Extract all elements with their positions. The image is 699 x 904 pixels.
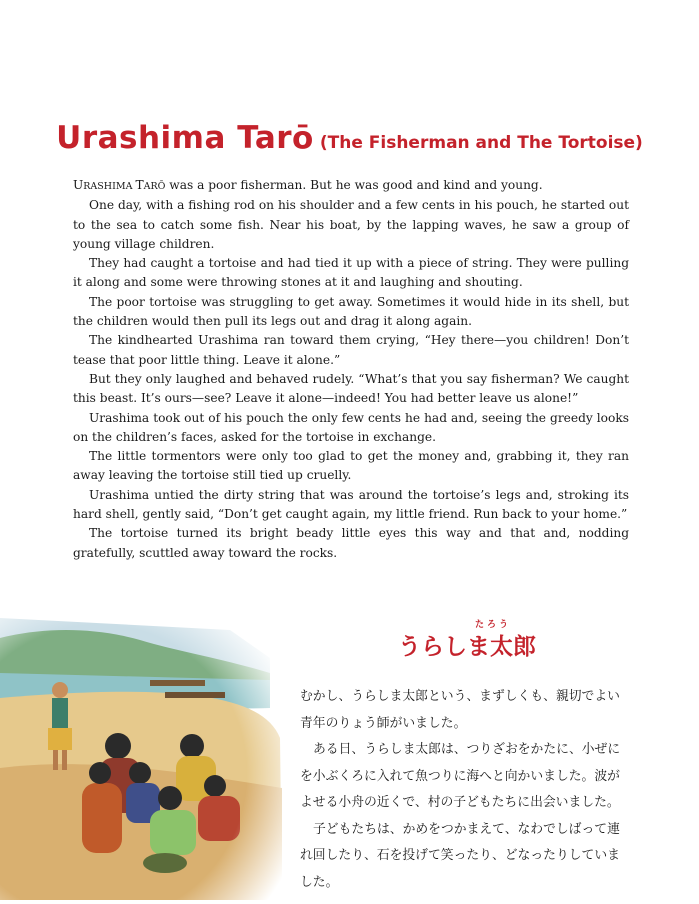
english-story (73, 176, 629, 563)
smallcaps-text: RASHIMA (83, 181, 136, 192)
english-paragraph: Urashima untied the dirty string that was around the tortoise’s legs and, stroking its hard shell, gently said, “Don’t get caught again, my little friend. Run back to your home.” (73, 487, 629, 522)
title-subtitle: (The Fisherman and The Tortoise) (319, 133, 643, 153)
english-paragraph: One day, with a fishing rod on his shoulder and a few cents in his pouch, he started out to the sea to catch some fish. Near his boat, by the lapping waves, he saw a group of young village children. (73, 198, 629, 251)
title-main: Urashima Tarō (56, 120, 314, 156)
japanese-paragraph: ある日、うらしま太郎は、つりざおをかたに、小ぜにを小ぶくろに入れて魚つりに海へと向かいました。波がよせる小舟の近くで、村の子どもたちに出会いました。 (300, 742, 621, 810)
paragraph-text: was a poor fisherman. But he was good and kind and young. (165, 178, 543, 192)
title-furigana: たろう (475, 620, 512, 630)
story-illustration (0, 618, 282, 900)
english-paragraph: They had caught a tortoise and had tied it up with a piece of string. They were pulling it along and some were throwing stones at it and laughing and shouting. (73, 256, 629, 290)
japanese-paragraph: 子どもたちは、かめをつかまえて、なわでしばって連れ回したり、石を投げて笑ったり、どなったりしていました。 (300, 821, 620, 890)
english-paragraph: The tortoise turned its bright beady little eyes this way and that and, nodding gratefully, scuttled away toward the rocks. (73, 526, 629, 560)
smallcaps-initial: U (73, 178, 84, 192)
english-paragraph: The little tormentors were only too glad to get the money and, grabbing it, they ran away leaving the tortoise still tied up cruelly. (73, 449, 629, 483)
english-paragraph: But they only laughed and behaved rudely. “What’s that you say fisherman? We caught this beast. It’s ours—see? Leave it alone—indeed! You had better leave us alone!” (73, 371, 629, 406)
english-paragraph: The kindhearted Urashima ran toward them crying, “Hey there—you children! Don’t tease that poor little thing. Leave it alone.” (73, 333, 629, 367)
japanese-title-text: うらしま太郎 (398, 634, 536, 660)
english-paragraph: Urashima took out of his pouch the only few cents he had and, seeing the greedy looks on the children’s faces, asked for the tortoise in exchange. (73, 410, 629, 444)
english-paragraph: The poor tortoise was struggling to get away. Sometimes it would hide in its shell, but the children would then pull its legs out and drag it along again. (73, 294, 629, 329)
japanese-title (398, 620, 538, 661)
japanese-paragraph: むかし、うらしま太郎という、まずしくも、親切でよい青年のりょう師がいました。 (300, 689, 620, 731)
smallcaps-initial: T (135, 178, 144, 192)
japanese-story (300, 684, 630, 896)
page-title (0, 120, 699, 156)
smallcaps-text: ARŌ (143, 181, 166, 192)
english-paragraph (73, 176, 629, 196)
